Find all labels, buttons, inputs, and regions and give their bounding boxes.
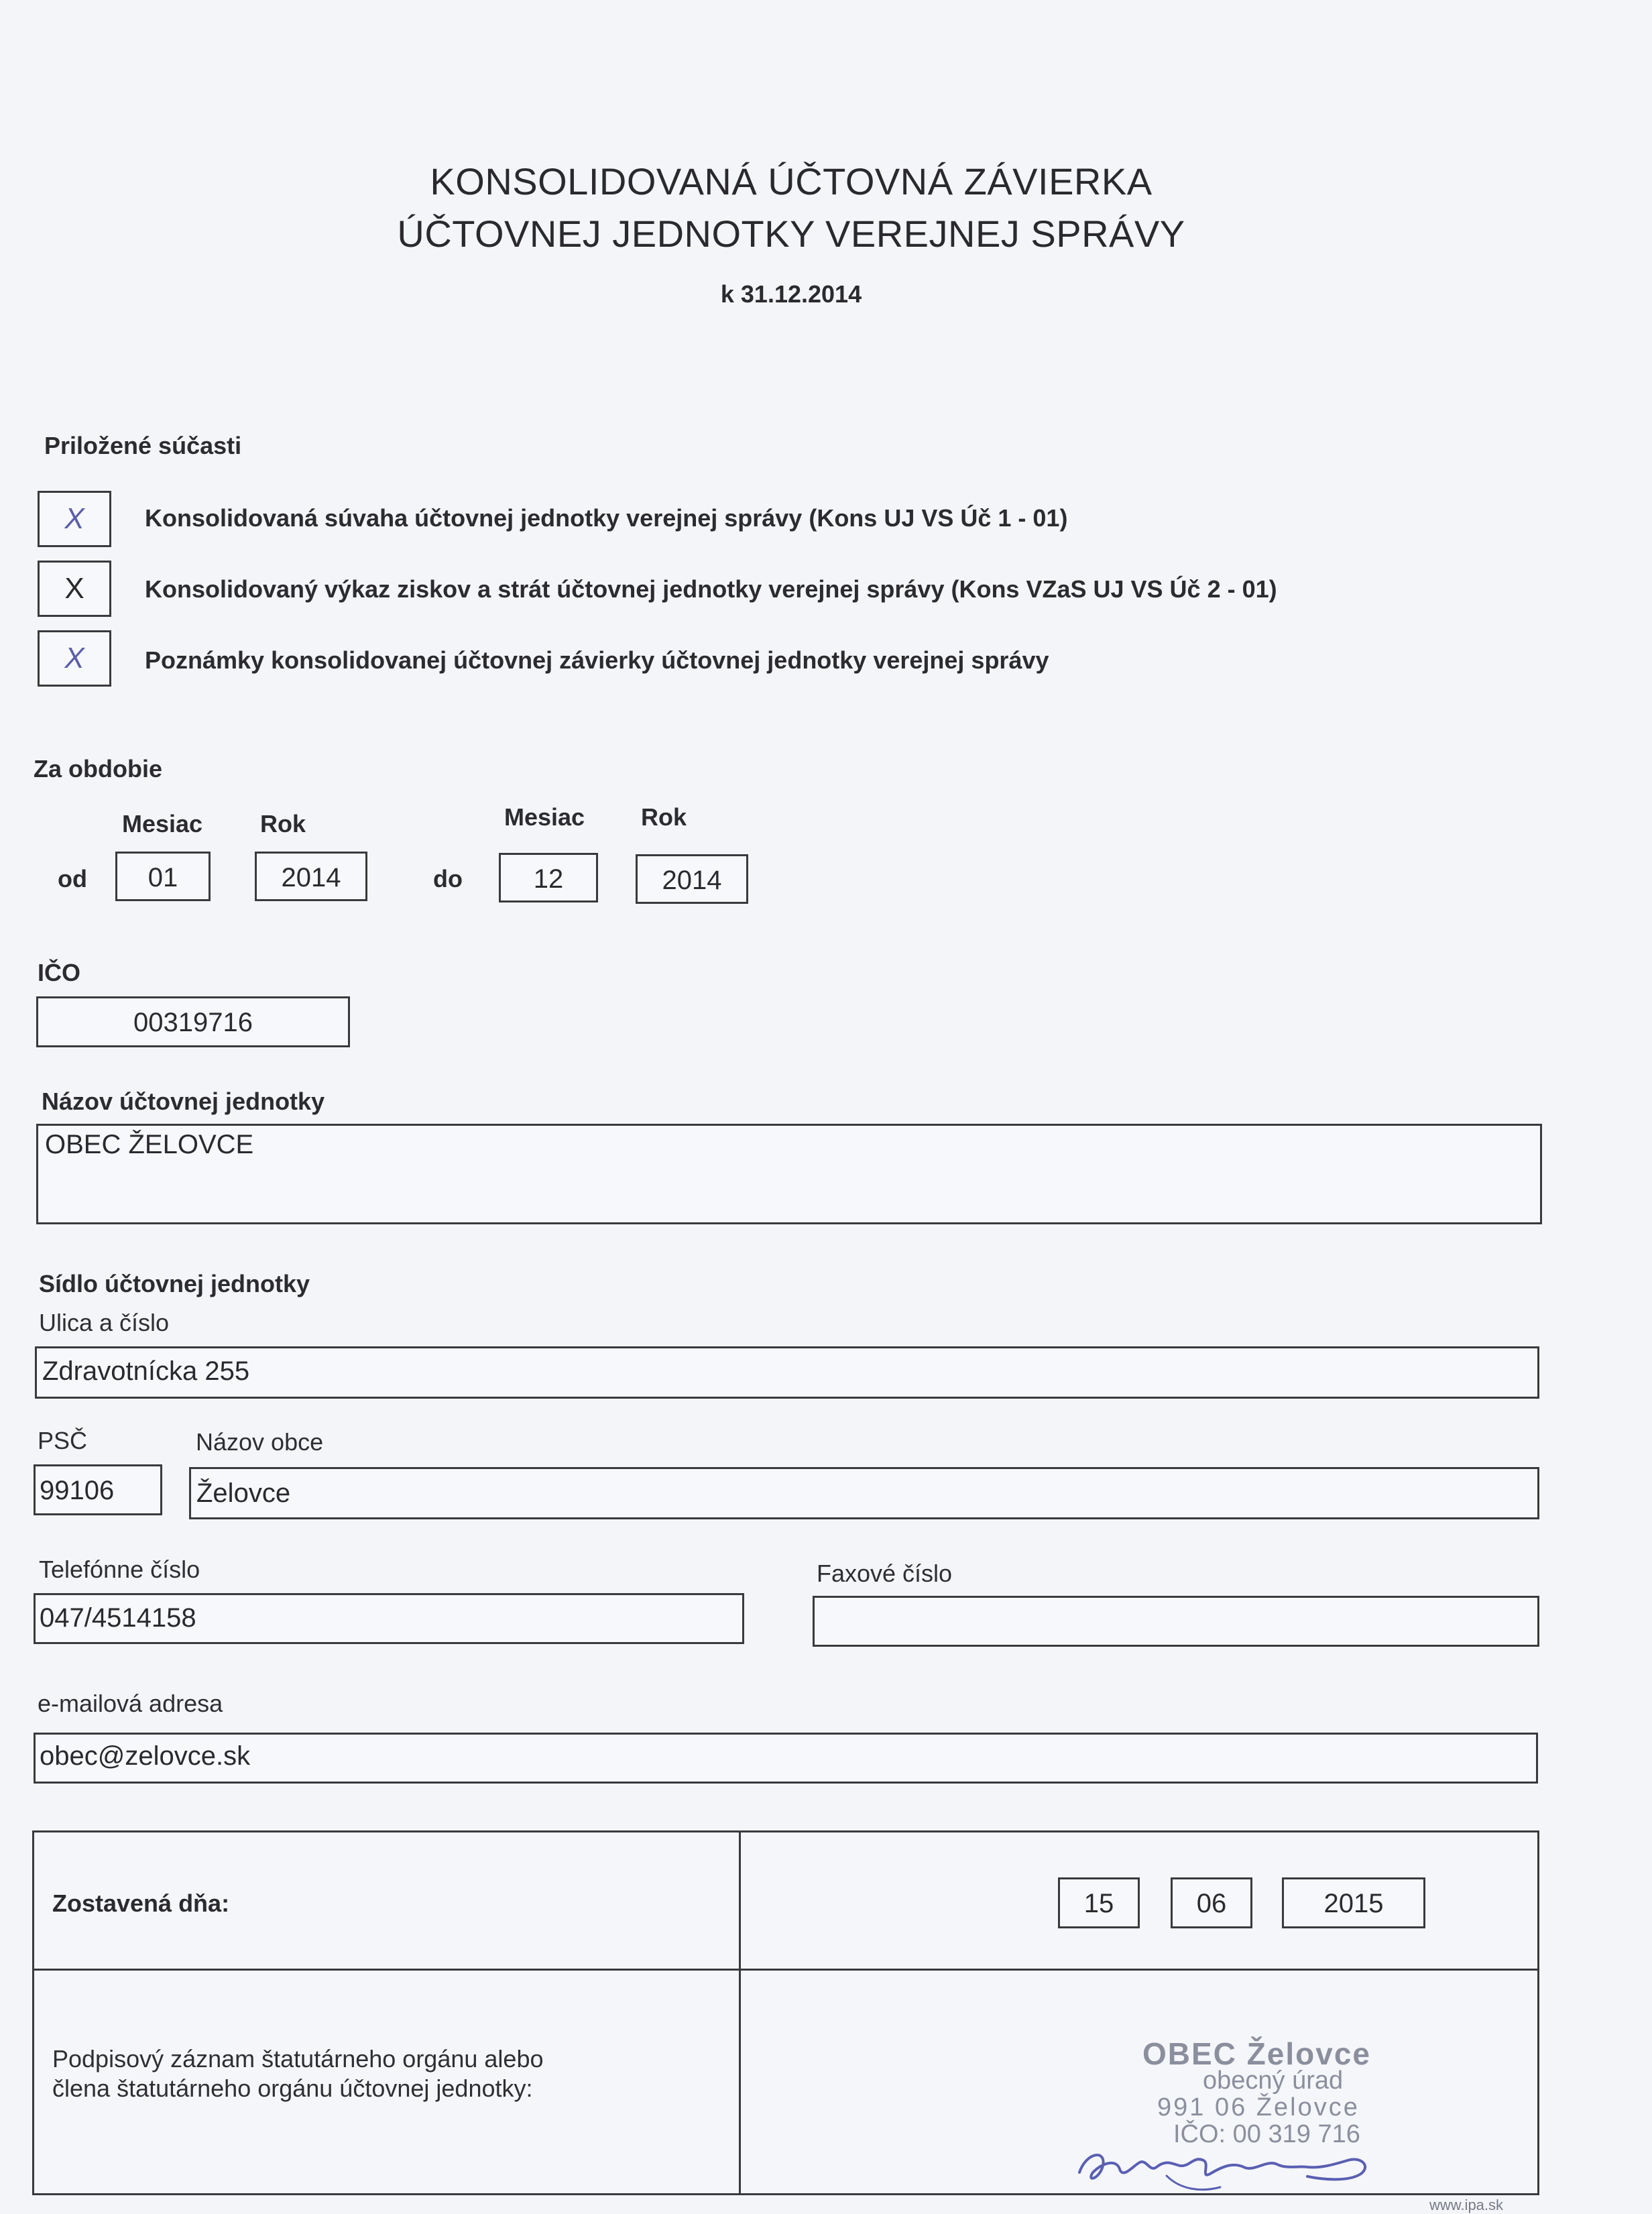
phone-label: Telefónne číslo [39, 1556, 200, 1583]
table-horizontal-divider [32, 1969, 1539, 1971]
phone-value: 047/4514158 [40, 1603, 196, 1633]
title-line-1: KONSOLIDOVANÁ ÚČTOVNÁ ZÁVIERKA [430, 160, 1153, 202]
od-label: od [58, 865, 87, 892]
stamp-line-2: obecný úrad [1203, 2066, 1344, 2095]
from-month-label: Mesiac [122, 810, 203, 837]
attachment-checkbox-1[interactable] [38, 491, 111, 547]
from-month-value: 01 [148, 863, 178, 892]
from-year-label: Rok [260, 810, 306, 837]
psc-label: PSČ [38, 1427, 88, 1454]
compiled-year-field[interactable] [1282, 1877, 1425, 1928]
do-label: do [433, 865, 463, 892]
entity-name-label: Názov účtovnej jednotky [42, 1088, 325, 1115]
from-year-field[interactable] [255, 852, 367, 901]
address-heading: Sídlo účtovnej jednotky [39, 1270, 310, 1297]
city-field[interactable] [189, 1467, 1539, 1519]
signature-label-line-1: Podpisový záznam štatutárneho orgánu alebo [52, 2045, 544, 2073]
date-line: k 31.12.2014 [720, 280, 862, 308]
city-value: Želovce [196, 1478, 291, 1508]
phone-field[interactable] [34, 1593, 744, 1644]
ico-field[interactable] [36, 996, 350, 1047]
from-year-value: 2014 [281, 863, 341, 892]
attachments-heading: Priložené súčasti [44, 432, 242, 459]
to-year-label: Rok [641, 803, 687, 831]
fax-field[interactable] [813, 1596, 1539, 1647]
stamp-line-3: 991 06 Želovce [1157, 2093, 1360, 2121]
attachment-label-2: Konsolidovaný výkaz ziskov a strát účtovnej jednotky verejnej správy (Kons VZaS UJ VS Úč 2 - 01) [145, 575, 1277, 603]
attachment-checkbox-2[interactable] [38, 561, 111, 617]
title-line-2: ÚČTOVNEJ JEDNOTKY VEREJNEJ SPRÁVY [397, 213, 1185, 255]
to-month-value: 12 [533, 864, 564, 894]
attachment-label-3: Poznámky konsolidovanej účtovnej závierky účtovnej jednotky verejnej správy [145, 646, 1049, 674]
check-mark-3: X [64, 642, 84, 675]
email-label: e-mailová adresa [38, 1690, 223, 1717]
to-month-field[interactable] [499, 853, 598, 902]
compiled-day-value: 15 [1083, 1889, 1114, 1918]
handwritten-signature [1066, 2125, 1388, 2199]
city-label: Názov obce [196, 1428, 324, 1456]
period-heading: Za obdobie [34, 755, 162, 782]
psc-value: 99106 [40, 1476, 115, 1505]
ico-value: 00319716 [133, 1008, 253, 1037]
to-month-label: Mesiac [504, 803, 585, 831]
compiled-day-field[interactable] [1058, 1877, 1140, 1928]
psc-field[interactable] [34, 1464, 162, 1515]
compiled-year-value: 2015 [1323, 1889, 1384, 1918]
table-vertical-divider [739, 1830, 741, 2195]
street-label: Ulica a číslo [39, 1309, 170, 1336]
email-field[interactable] [34, 1733, 1538, 1784]
fax-label: Faxové číslo [817, 1560, 953, 1587]
attachment-label-1: Konsolidovaná súvaha účtovnej jednotky verejnej správy (Kons UJ VS Úč 1 - 01) [145, 504, 1068, 532]
entity-name-value: OBEC ŽELOVCE [45, 1130, 254, 1159]
street-value: Zdravotnícka 255 [42, 1356, 250, 1386]
entity-name-field[interactable] [36, 1124, 1542, 1224]
attachment-checkbox-3[interactable] [38, 630, 111, 687]
check-mark-1: X [64, 502, 84, 535]
ico-label: IČO [38, 959, 81, 986]
compiled-month-value: 06 [1196, 1889, 1227, 1918]
email-value: obec@zelovce.sk [40, 1741, 251, 1771]
compiled-month-field[interactable] [1171, 1877, 1252, 1928]
to-year-field[interactable] [636, 854, 748, 904]
street-field[interactable] [35, 1346, 1539, 1399]
compiled-label: Zostavená dňa: [52, 1889, 230, 1917]
footer-text: www.ipa.sk [1429, 2197, 1504, 2213]
from-month-field[interactable] [115, 852, 211, 901]
stamp-line-4: IČO: 00 319 716 [1173, 2120, 1360, 2148]
stamp-line-1: OBEC Želovce [1142, 2036, 1371, 2071]
to-year-value: 2014 [662, 866, 722, 895]
check-mark-2: X [64, 572, 84, 605]
signature-label-line-2: člena štatutárneho orgánu účtovnej jednotky: [52, 2075, 533, 2102]
